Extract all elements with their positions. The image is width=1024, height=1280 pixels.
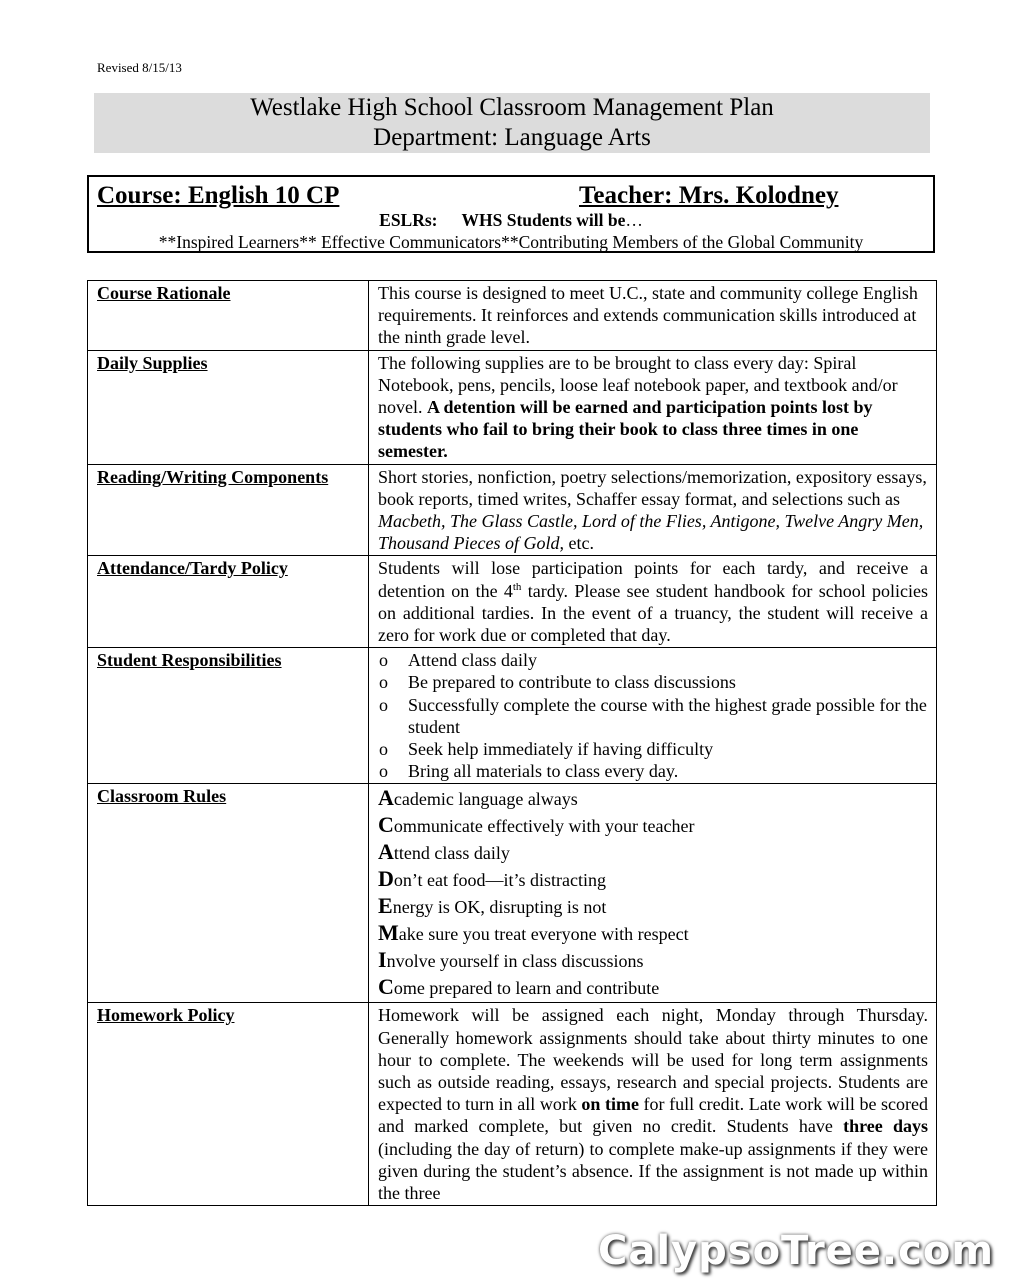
row-content [369, 350, 937, 464]
rule-item: Energy is OK, disrupting is not [378, 893, 607, 919]
attendance-text-b: tardy. Please see student handbook for school policies on additional tardies. In the event of a truancy, the student will receive a zero for work due or completed that day. [378, 580, 928, 646]
list-item: o Successfully complete the course with the highest grade possible for the student [378, 694, 928, 738]
row-label: Student Responsibilities [88, 648, 369, 784]
homework-bold-ontime: on time [581, 1094, 639, 1115]
row-content: This course is designed to meet U.C., state and community college English requirements. It reinforces and extends communication skills introduced at the ninth grade level. [369, 281, 937, 351]
department-subtitle: Department: Language Arts [373, 124, 651, 151]
list-item: o Bring all materials to class every day. [378, 760, 928, 782]
supplies-detention-note: A detention will be earned and participation points lost by students who fail to bring their book to class three times in one semester. [378, 397, 873, 462]
teacher-name: Teacher: Mrs. Kolodney [579, 182, 839, 209]
homework-bold-threedays: three days [843, 1116, 929, 1137]
row-label: Classroom Rules [88, 784, 369, 1003]
table-row [88, 784, 937, 1003]
list-item: o Attend class daily [378, 649, 928, 671]
row-label: Reading/Writing Components [88, 464, 369, 556]
row-label: Homework Policy [88, 1003, 369, 1206]
responsibilities-list [378, 649, 928, 782]
row-label: Daily Supplies [88, 350, 369, 464]
table-row [88, 350, 937, 464]
rule-item: Come prepared to learn and contribute [378, 974, 660, 1000]
table-row [88, 556, 937, 648]
reading-end: etc. [564, 533, 594, 554]
page-title: Westlake High School Classroom Management Plan [250, 94, 774, 121]
site-watermark: CalypsoTree.com [598, 1228, 994, 1274]
row-content [369, 464, 937, 556]
eslrs-text: WHS Students will be [461, 210, 626, 230]
row-label: Attendance/Tardy Policy [88, 556, 369, 648]
table-row [88, 648, 937, 784]
table-row [88, 1003, 937, 1206]
attendance-text-a: Students will lose participation points for each tardy, and receive a detention on the 4 [378, 558, 928, 601]
row-content: Homework will be assigned each night, Monday through Thursday. Generally homework assignments should take about thirty minutes to one hour to complete. The weekends will be used for long term assignments such as outside reading, essays, research and special projects. Students are expected to turn in all work on time for full credit. Late work will be scored and marked complete, but given no credit. Students have three days (including the day of return) to complete make-up assignments if they were given during the student’s absence. If the assignment is not made up within the three [369, 1003, 937, 1206]
course-header-box [87, 175, 935, 253]
eslrs-communities: **Inspired Learners** Effective Communicators**Contributing Members of the Global Community [158, 232, 864, 252]
rule-item: Attend class daily [378, 839, 510, 865]
supplies-text: The following supplies are to be brought to class every day: Spiral Notebook, pens, pencils, loose leaf notebook paper, and textbook and/or novel. [378, 352, 898, 418]
rule-item: Involve yourself in class discussions [378, 947, 644, 973]
reading-titles: Macbeth, The Glass Castle, Lord of the Flies, Antigone, Twelve Angry Men, Thousand Pieces of Gold, [378, 511, 924, 554]
row-content [369, 648, 937, 784]
row-content [369, 556, 937, 648]
rule-item: Don’t eat food—it’s distracting [378, 866, 607, 892]
rule-item: Make sure you treat everyone with respect [378, 920, 689, 946]
revised-date: Revised 8/15/13 [97, 60, 182, 75]
eslrs-line [89, 210, 933, 231]
list-item: o Seek help immediately if having difficulty [378, 738, 928, 760]
reading-text: Short stories, nonfiction, poetry selections/memorization, expository essays, book reports, timed writes, Schaffer essay format, and selections such as [378, 466, 927, 509]
eslrs-label: ESLRs: [379, 210, 438, 230]
row-content [369, 784, 937, 1003]
management-plan-table [87, 280, 937, 1206]
eslrs-ellipsis: … [625, 210, 643, 230]
table-row [88, 464, 937, 556]
rule-item: Academic language always [378, 785, 578, 811]
row-label: Course Rationale [88, 281, 369, 351]
list-item: o Be prepared to contribute to class discussions [378, 671, 928, 693]
course-name: Course: English 10 CP [97, 182, 340, 209]
rule-item: Communicate effectively with your teacher [378, 812, 695, 838]
table-row [88, 281, 937, 351]
title-banner [94, 93, 930, 153]
attendance-sup: th [512, 580, 522, 593]
